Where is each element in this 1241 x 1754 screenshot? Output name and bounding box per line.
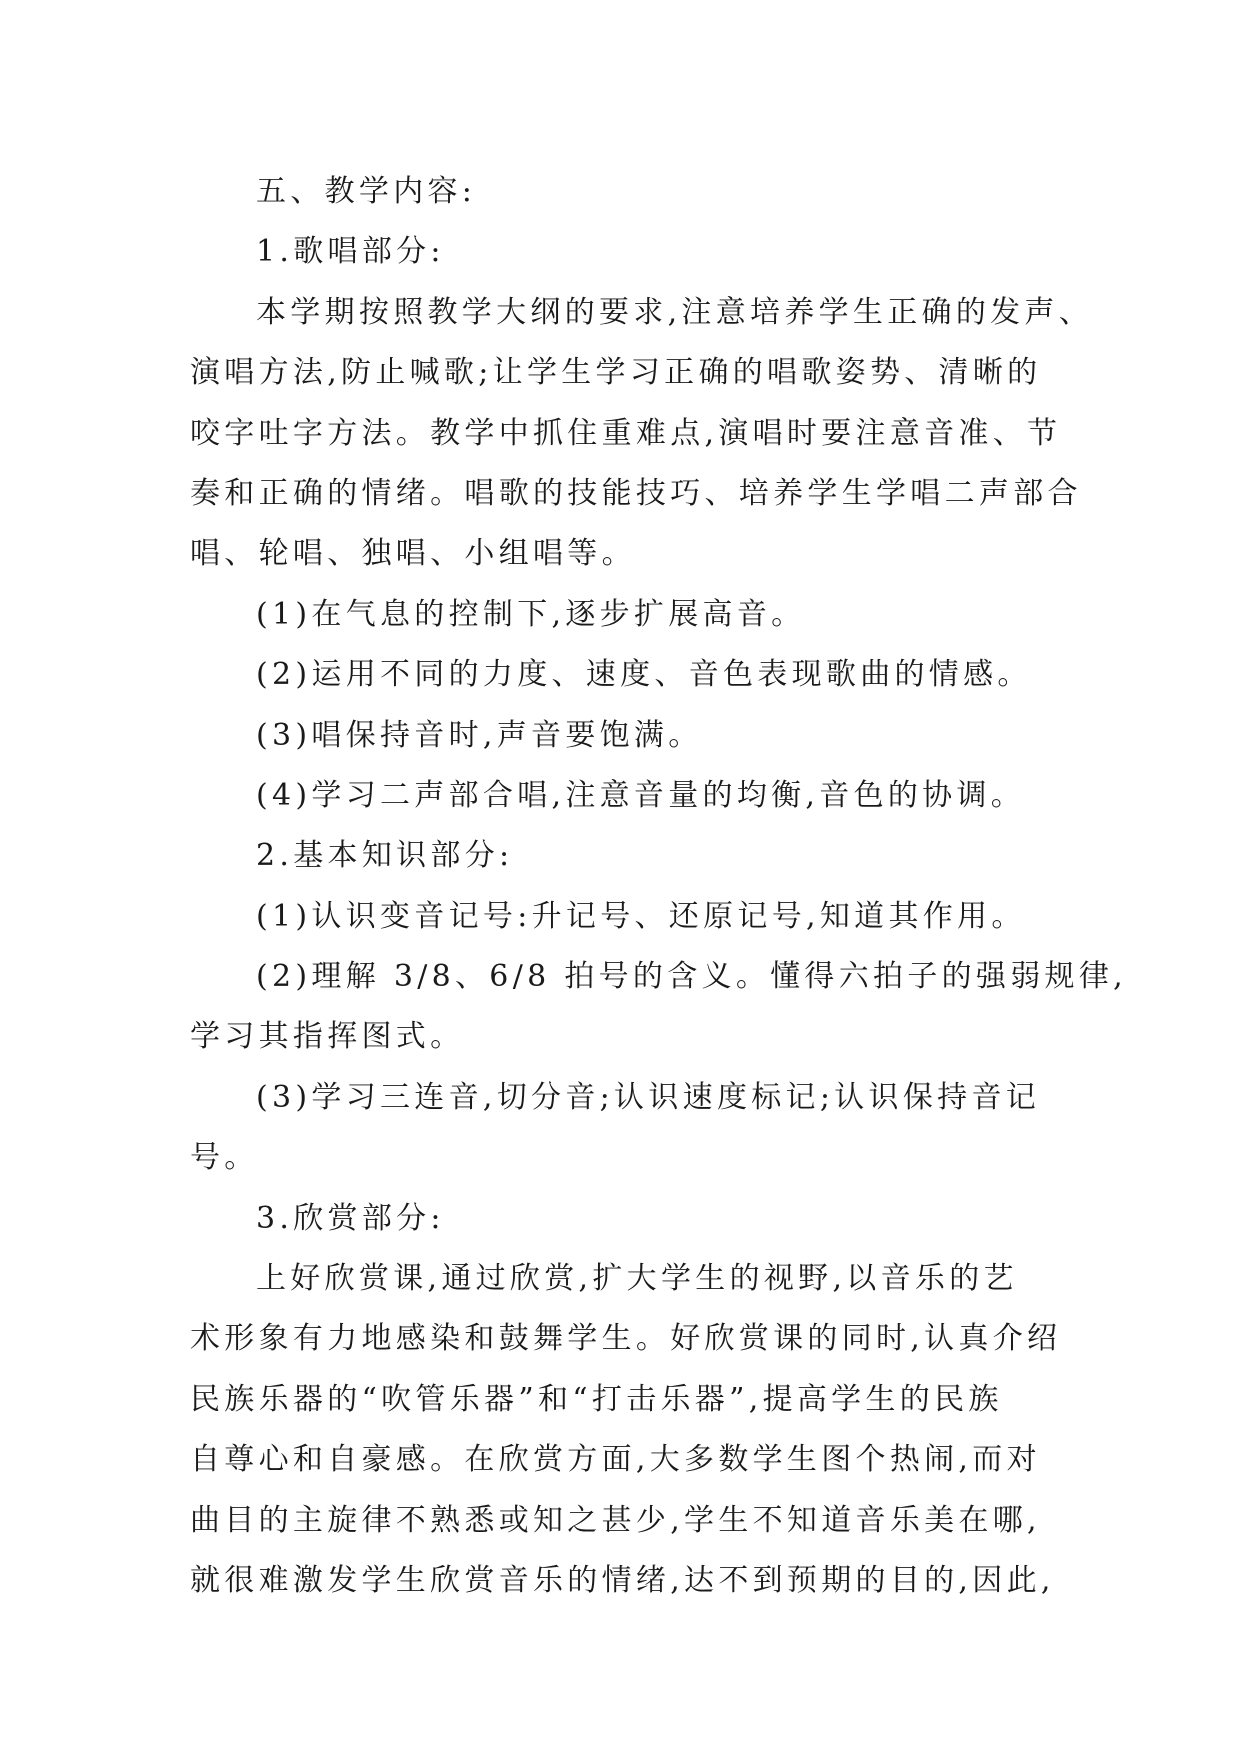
document-body <box>190 162 1127 1611</box>
text-line: 3.欣赏部分: <box>256 1200 445 1236</box>
text-line: 上好欣赏课,通过欣赏,扩大学生的视野,以音乐的艺 <box>256 1261 1018 1297</box>
text-line: 本学期按照教学大纲的要求,注意培养学生正确的发声、 <box>256 294 1094 330</box>
text-line: 学习其指挥图式。 <box>190 1019 465 1055</box>
text-line: 咬字吐字方法。教学中抓住重难点,演唱时要注意音准、节 <box>190 415 1062 451</box>
text-line: 就很难激发学生欣赏音乐的情绪,达不到预期的目的,因此, <box>190 1562 1055 1598</box>
text-line: (2)理解 3/8、6/8 拍号的含义。懂得六拍子的强弱规律, <box>256 959 1127 995</box>
text-line: 术形象有力地感染和鼓舞学生。好欣赏课的同时,认真介绍 <box>190 1321 1062 1357</box>
text-line: (3)学习三连音,切分音;认识速度标记;认识保持音记 <box>256 1079 1041 1115</box>
text-line: 奏和正确的情绪。唱歌的技能技巧、培养学生学唱二声部合 <box>190 475 1082 511</box>
text-line: 1.歌唱部分: <box>256 234 445 270</box>
text-line: 五、教学内容: <box>256 174 477 209</box>
text-line: 演唱方法,防止喊歌;让学生学习正确的唱歌姿势、清晰的 <box>190 355 1042 391</box>
text-line: 民族乐器的“吹管乐器”和“打击乐器”,提高学生的民族 <box>190 1381 1003 1417</box>
text-line: (4)学习二声部合唱,注意音量的均衡,音色的协调。 <box>256 777 1026 813</box>
text-line: (1)在气息的控制下,逐步扩展高音。 <box>256 596 806 632</box>
text-line: (3)唱保持音时,声音要饱满。 <box>256 717 703 753</box>
text-line: 曲目的主旋律不熟悉或知之甚少,学生不知道音乐美在哪, <box>190 1502 1041 1538</box>
text-line: 2.基本知识部分: <box>256 838 514 874</box>
text-line: (2)运用不同的力度、速度、音色表现歌曲的情感。 <box>256 657 1032 693</box>
text-line: 号。 <box>190 1140 259 1176</box>
text-line: 唱、轮唱、独唱、小组唱等。 <box>190 536 636 572</box>
text-line: 自尊心和自豪感。在欣赏方面,大多数学生图个热闹,而对 <box>190 1442 1041 1478</box>
text-line: (1)认识变音记号:升记号、还原记号,知道其作用。 <box>256 898 1026 934</box>
